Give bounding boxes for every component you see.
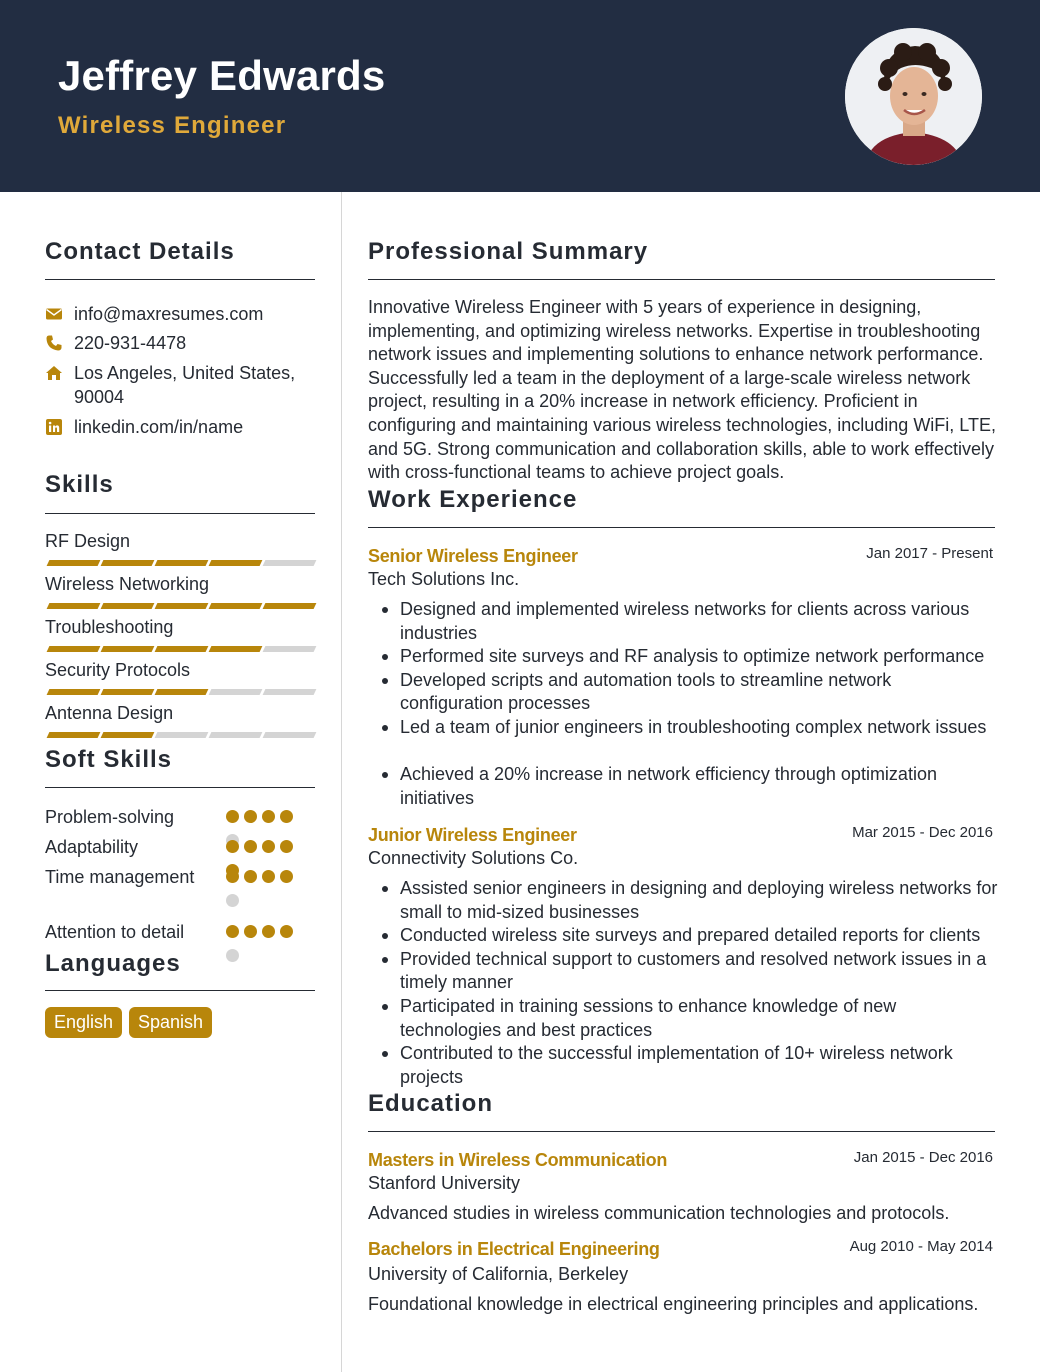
skill-name: Troubleshooting — [45, 617, 174, 637]
phone-icon — [45, 334, 63, 352]
degree-title-2: Bachelors in Electrical Engineering — [368, 1239, 660, 1259]
job-bullet: Achieved a 20% increase in network efficiency through optimization initiatives — [368, 763, 998, 810]
degree-school-2: University of California, Berkeley — [368, 1264, 629, 1284]
rating-dot — [262, 810, 275, 823]
skill-level-segment — [101, 732, 155, 738]
degree-school-1: Stanford University — [368, 1173, 521, 1193]
rating-dot — [226, 894, 239, 907]
skill-level-segment — [263, 603, 317, 609]
contact-phone-text: 220-931-4478 — [74, 333, 187, 353]
job-bullet: Led a team of junior engineers in troubleshooting complex network issues — [368, 716, 998, 740]
job-bullets-1 — [368, 598, 998, 810]
job-title-1: Senior Wireless Engineer — [368, 546, 578, 566]
candidate-title: Wireless Engineer — [58, 112, 287, 139]
contact-email-text: info@maxresumes.com — [74, 304, 264, 324]
linkedin-icon — [45, 418, 63, 436]
job-bullet: Assisted senior engineers in designing and deploying wireless networks for small to mid-sized businesses — [368, 877, 998, 924]
soft-skills-rule — [45, 787, 315, 788]
rating-dot — [262, 840, 275, 853]
skill-level-segment — [47, 560, 101, 566]
job-bullet: Provided technical support to customers and resolved network issues in a timely manner — [368, 948, 998, 995]
job-title-2: Junior Wireless Engineer — [368, 825, 577, 845]
rating-dot — [226, 925, 239, 938]
rating-dot — [280, 840, 293, 853]
summary-rule — [368, 279, 995, 280]
soft-skill-name: Attention to detail — [45, 922, 185, 942]
soft-skill-name: Time management — [45, 867, 195, 887]
rating-dot — [244, 925, 257, 938]
summary-heading: Professional Summary — [368, 238, 649, 265]
language-badge-english: English — [45, 1007, 122, 1038]
skill-level-segment — [155, 732, 209, 738]
experience-heading: Work Experience — [368, 486, 578, 513]
contact-location-text: Los Angeles, United States, 90004 — [74, 363, 296, 407]
job-company-2: Connectivity Solutions Co. — [368, 848, 579, 868]
skill-level-segment — [101, 560, 155, 566]
skill-level-segment — [47, 689, 101, 695]
job-bullet: Contributed to the successful implementation of 10+ wireless network projects — [368, 1042, 998, 1089]
skill-level-segment — [263, 689, 317, 695]
rating-dot — [244, 810, 257, 823]
avatar-portrait-icon — [845, 28, 982, 165]
skill-level-segment — [47, 646, 101, 652]
skill-name: RF Design — [45, 531, 131, 551]
skill-level-segment — [209, 646, 263, 652]
skill-level-segment — [209, 689, 263, 695]
rating-dot — [280, 870, 293, 883]
degree-description-1: Advanced studies in wireless communication technologies and protocols. — [368, 1203, 950, 1223]
skill-level-segment — [155, 646, 209, 652]
skill-level-segment — [263, 560, 317, 566]
rating-dot — [244, 870, 257, 883]
job-bullet: Developed scripts and automation tools to streamline network configuration processes — [368, 669, 998, 716]
soft-skills-heading: Soft Skills — [45, 746, 173, 773]
rating-dot — [226, 870, 239, 883]
skill-level-segment — [209, 603, 263, 609]
skill-level-segment — [47, 732, 101, 738]
skill-level-segment — [47, 603, 101, 609]
skill-level-segment — [155, 603, 209, 609]
envelope-icon — [45, 305, 63, 323]
resume-header — [0, 0, 1040, 192]
rating-dot — [262, 870, 275, 883]
rating-dot — [280, 810, 293, 823]
contact-linkedin-text: linkedin.com/in/name — [74, 417, 244, 437]
skill-level-segment — [263, 646, 317, 652]
languages-heading: Languages — [45, 950, 181, 977]
skill-level-segment — [263, 732, 317, 738]
profile-photo — [845, 28, 982, 165]
language-badge-spanish: Spanish — [129, 1007, 212, 1038]
skill-level-segment — [209, 732, 263, 738]
rating-dot — [280, 925, 293, 938]
contact-heading: Contact Details — [45, 238, 235, 265]
skill-level-segment — [101, 646, 155, 652]
degree-dates-1: Jan 2015 - Dec 2016 — [853, 1149, 993, 1166]
skill-level-segment — [209, 560, 263, 566]
education-heading: Education — [368, 1090, 494, 1117]
soft-skill-name: Adaptability — [45, 837, 139, 857]
soft-skill-rating — [226, 925, 301, 985]
languages-rule — [45, 990, 315, 991]
job-bullets-2 — [368, 877, 998, 1089]
degree-dates-2: Aug 2010 - May 2014 — [849, 1238, 993, 1255]
job-bullet: Participated in training sessions to enhance knowledge of new technologies and best practices — [368, 995, 998, 1042]
skills-heading: Skills — [45, 471, 114, 498]
contact-rule — [45, 279, 315, 280]
education-rule — [368, 1131, 995, 1132]
rating-dot — [226, 810, 239, 823]
skill-level-bar — [45, 732, 315, 738]
rating-dot — [226, 840, 239, 853]
candidate-name: Jeffrey Edwards — [58, 52, 386, 99]
rating-dot — [244, 840, 257, 853]
skill-name: Security Protocols — [45, 660, 191, 680]
skill-level-bar — [45, 689, 315, 695]
column-divider — [341, 192, 342, 1372]
skill-level-segment — [155, 560, 209, 566]
skills-rule — [45, 513, 315, 514]
home-icon — [45, 364, 63, 382]
skill-level-segment — [101, 603, 155, 609]
summary-text: Innovative Wireless Engineer with 5 years of experience in designing, implementing, and optimizing wireless networks. Expertise in troubleshooting network issues and implementing solutions to enhance network performance. Successfully led a team in the deployment of a large-scale wireless network project, resulting in a 20% increase in network efficiency. Proficient in configuring and maintaining various wireless technologies, including WiFi, LTE, and 5G. Strong communication and collaboration skills, able to work effectively with cross-functional teams to achieve project goals. — [368, 297, 996, 483]
job-company-1: Tech Solutions Inc. — [368, 569, 520, 589]
soft-skill-rating — [226, 870, 301, 930]
skill-level-segment — [101, 689, 155, 695]
skill-level-bar — [45, 560, 315, 566]
skill-level-bar — [45, 603, 315, 609]
job-bullet: Performed site surveys and RF analysis to optimize network performance — [368, 645, 998, 669]
soft-skill-name: Problem-solving — [45, 807, 175, 827]
skill-level-bar — [45, 646, 315, 652]
skill-name: Wireless Networking — [45, 574, 210, 594]
rating-dot — [226, 949, 239, 962]
job-dates-2: Mar 2015 - Dec 2016 — [852, 824, 993, 841]
skill-level-segment — [155, 689, 209, 695]
experience-rule — [368, 527, 995, 528]
job-dates-1: Jan 2017 - Present — [866, 545, 993, 562]
skill-name: Antenna Design — [45, 703, 174, 723]
rating-dot — [262, 925, 275, 938]
degree-description-2: Foundational knowledge in electrical engineering principles and applications. — [368, 1294, 979, 1314]
job-bullet: Designed and implemented wireless networks for clients across various industries — [368, 598, 998, 645]
job-bullet: Conducted wireless site surveys and prepared detailed reports for clients — [368, 924, 998, 948]
degree-title-1: Masters in Wireless Communication — [368, 1150, 668, 1170]
